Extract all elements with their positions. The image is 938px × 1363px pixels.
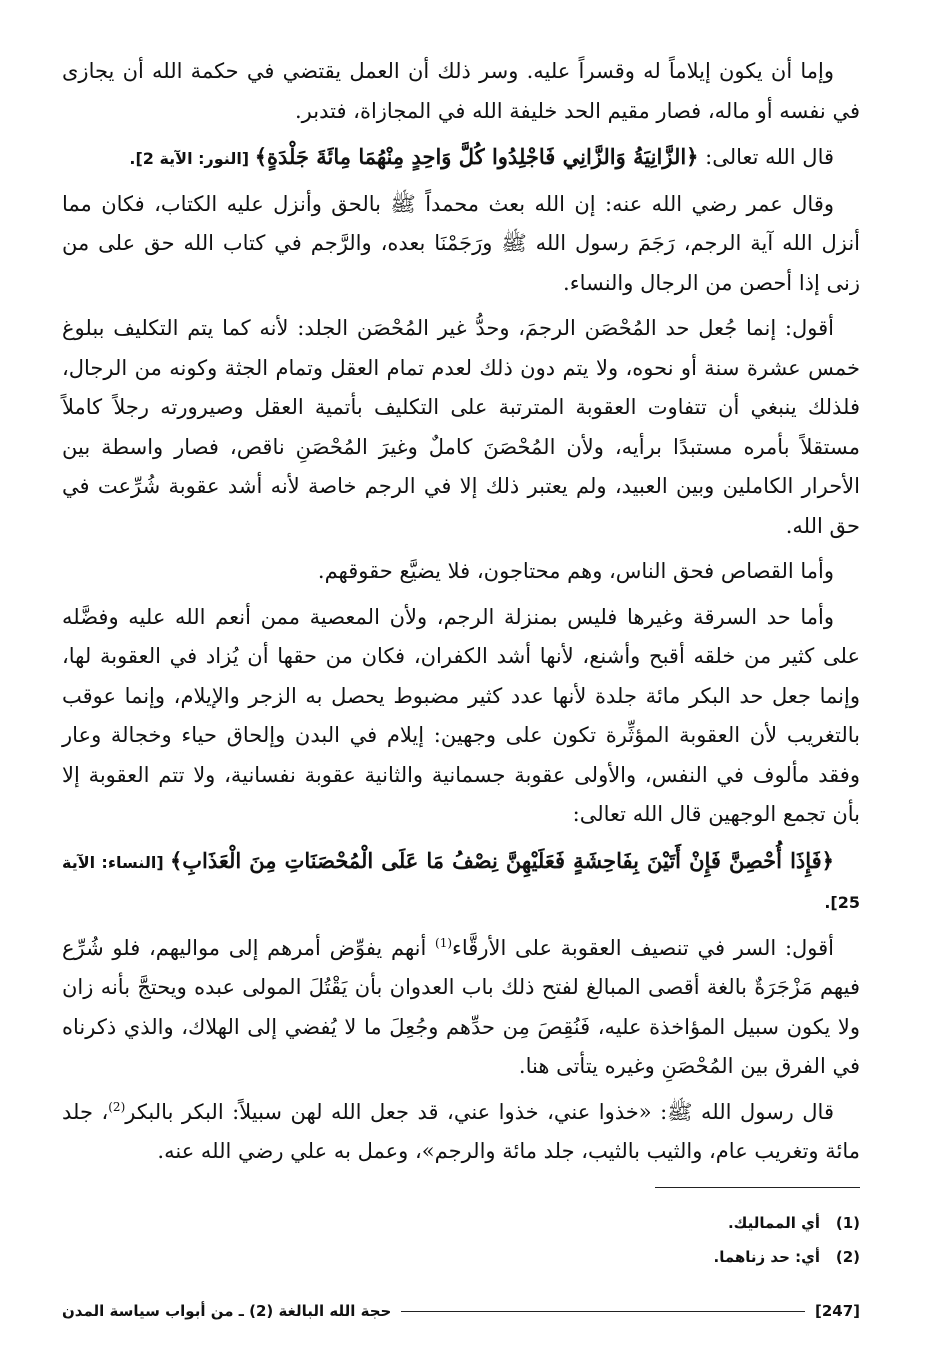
paragraph-text-continued: ، جلد مائة وتغريب عام، والثيب بالثيب، جلد مائة والرجم»، وعمل به علي رضي الله عنه. — [62, 1099, 860, 1163]
paragraph-text-continued: أنهم يفوِّض أمرهم إلى مواليهم، فلو شُرِّع فيهم مَزْجَرَةٌ بالغة أقصى المبالغ لفتح ذلك باب العدوان بأن يَقْتُلَ المولى عبده ويحتجَّ بأنه زان ولا يكون سبيل المؤاخذة عليه، فَنُقِصَ مِن حدِّهم وجُعِلَ ما لا يُفضي إلى الهلاك، والذي ذكرناه في الفرق بين المُحْصَنِ وغيره يتأتى هنا. — [62, 935, 860, 1078]
paragraph-2 — [62, 137, 860, 179]
quran-verse: ﴿الزَّانِيَةُ وَالزَّانِي فَاجْلِدُوا كُلَّ وَاحِدٍ مِنْهُمَا مِائَةَ جَلْدَةٍ﴾ — [254, 144, 699, 169]
paragraph-7 — [62, 841, 860, 923]
paragraph-5 — [62, 552, 860, 592]
paragraph-9 — [62, 1093, 860, 1172]
paragraph-text: قال الله تعالى: — [698, 145, 834, 169]
paragraph-1 — [62, 52, 860, 131]
paragraph-4 — [62, 309, 860, 546]
paragraph-8 — [62, 929, 860, 1087]
footnote-marker: (2) — [108, 1099, 126, 1114]
footnote-number: (1) — [835, 1214, 860, 1232]
quran-verse: ﴿فَإِذَا أُحْصِنَّ فَإِنْ أَتَيْنَ بِفَاحِشَةٍ فَعَلَيْهِنَّ نِصْفُ مَا عَلَى الْمُحْصَنَاتِ مِنَ الْعَذَابِ﴾ — [169, 847, 834, 873]
page-number: [247] — [814, 1302, 860, 1320]
verse-reference: [النساء: الآية 25]. — [62, 852, 860, 912]
paragraph-6 — [62, 598, 860, 835]
footnote-text: أي المماليك. — [727, 1214, 820, 1232]
body-text — [62, 52, 860, 1172]
footer-rule — [401, 1311, 805, 1312]
footnote-divider — [655, 1187, 860, 1188]
paragraph-text: أقول: إنما جُعل حد المُحْصَن الرجمَ، وحدُّ غير المُحْصَن الجلد: لأنه كما يتم التكليف ببلوغ خمس عشرة سنة أو نحوه، ولا يتم دون ذلك لعدم تمام العقل وتمام الجثة وكونه من الرجال، فلذلك ينبغي أن تتفاوت العقوبة المترتبة على التكليف بأتمية العقل وصيرورته رجلاً كاملاً مستقلاً بأمره مستبدًا برأيه، ولأن المُحْصَنَ كاملٌ وغيرَ المُحْصَنِ ناقص، فصار واسطة بين الأحرار الكاملين وبين العبيد، ولم يعتبر ذلك إلا في الرجم خاصة لأنه أشد عقوبة شُرِّعت في حق الله. — [62, 316, 860, 538]
paragraph-text: وقال عمر رضي الله عنه: إن الله بعث محمداً ﷺ بالحق وأنزل عليه الكتاب، فكان مما أنزل الله آية الرجم، رَجَمَ رسول الله ﷺ ورَجَمْنَا بعده، والرَّجم في كتاب الله حق على من زنى إذا أحصن من الرجال والنساء. — [62, 191, 860, 295]
verse-reference: [النور: الآية 2]. — [129, 149, 255, 168]
page-footer — [62, 1296, 860, 1326]
paragraph-3 — [62, 185, 860, 304]
footnote-2 — [160, 1240, 860, 1274]
paragraph-text: وإما أن يكون إيلاماً له وقسراً عليه. وسر ذلك أن العمل يقتضي في حكمة الله أن يجازى في نفسه أو ماله، فصار مقيم الحد خليفة الله في المجازاة، فتدبر. — [62, 59, 860, 123]
footnote-text: أي: حد زناهما. — [713, 1248, 820, 1266]
footnote-1 — [160, 1206, 860, 1240]
paragraph-text: وأما حد السرقة وغيرها فليس بمنزلة الرجم، ولأن المعصية ممن أنعم الله عليه وفضَّله على كثير من خلقه أقبح وأشنع، لأنها أشد الكفران، فكان من حقها أن يُزاد في العقوبة لها، وإنما جعل حد البكر مائة جلدة لأنها عدد كثير مضبوط يحصل به الزجر والإيلام، وإنما عوقب بالتغريب لأن العقوبة المؤثِّرة تكون على وجهين: إيلام في البدن وإلحاق حياء وخجالة وعار وفقد مألوف في النفس، والأولى عقوبة جسمانية والثانية عقوبة نفسانية، ولا تتم العقوبة إلا بأن تجمع الوجهين قال الله تعالى: — [62, 604, 860, 826]
footnote-marker: (1) — [435, 935, 453, 950]
paragraph-text: أقول: السر في تنصيف العقوبة على الأرقَّاء — [452, 935, 834, 960]
paragraph-text: وأما القصاص فحق الناس، وهم محتاجون، فلا يضيَّع حقوقهم. — [317, 559, 834, 583]
paragraph-text: قال رسول الله ﷺ: «خذوا عني، خذوا عني، قد جعل الله لهن سبيلاً: البكر بالبكر — [125, 1099, 834, 1124]
footnote-number: (2) — [835, 1248, 860, 1266]
book-title: حجة الله البالغة (2) ـ من أبواب سياسة المدن — [62, 1302, 392, 1320]
footnotes — [160, 1206, 860, 1274]
